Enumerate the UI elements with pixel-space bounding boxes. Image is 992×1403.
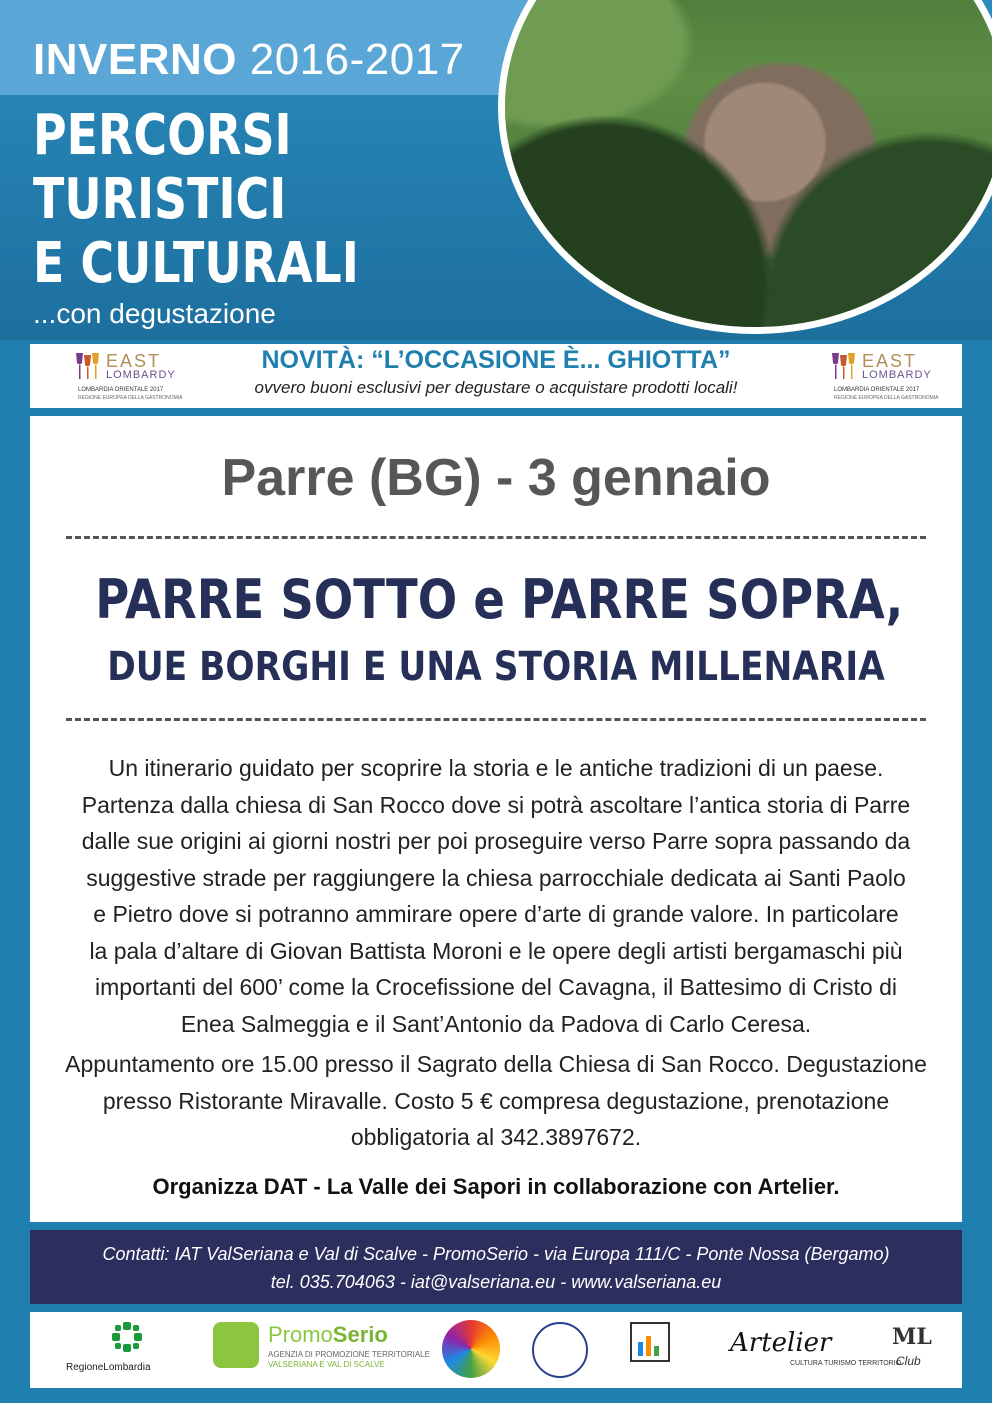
regione-lombardia-icon	[110, 1320, 144, 1354]
event-title-line1: PARRE SOTTO e PARRE SOPRA,	[95, 568, 904, 631]
contact-bar	[30, 1230, 962, 1304]
title-line: PERCORSI	[33, 103, 292, 168]
novelty-subline: ovvero buoni esclusivi per degustare o acquistare prodotti locali!	[254, 378, 738, 397]
distretto-commercio-logo-2	[532, 1322, 588, 1378]
distretto-commercio-logo	[442, 1320, 500, 1378]
organizer: Organizza DAT - La Valle dei Sapori in collaborazione con Artelier.	[152, 1174, 840, 1199]
promoserio-name	[268, 1322, 388, 1348]
east-line1: LOMBARDIA ORIENTALE 2017	[834, 387, 920, 393]
promoserio-sub1: AGENZIA DI PROMOZIONE TERRITORIALE	[268, 1350, 430, 1359]
village-photo	[498, 0, 992, 334]
event-description	[40, 750, 952, 1042]
season-title	[33, 36, 465, 84]
description-line: Un itinerario guidato per scoprire la storia e le antiche tradizioni di un paese.	[108, 755, 884, 781]
east-line2: REGIONE EUROPEA DELLA GASTRONOMIA	[834, 395, 939, 401]
description-line: la pala d’altare di Giovan Battista Moroni e le opere degli artisti bergamaschi più	[89, 937, 903, 964]
description-line: importanti del 600’ come la Crocefissione del Cavagna, il Battesimo di Cristo di	[95, 974, 897, 1000]
contact-line1: Contatti: IAT ValSeriana e Val di Scalve - PromoSerio - via Europa 111/C - Ponte Nossa (Bergamo)	[102, 1244, 890, 1264]
info-line: Appuntamento ore 15.00 presso il Sagrato della Chiesa di San Rocco. Degustazione	[65, 1051, 927, 1077]
idee-logo	[630, 1322, 670, 1362]
promoserio-name-b: Serio	[332, 1322, 388, 1347]
novelty-banner	[30, 344, 962, 408]
main-title	[33, 104, 359, 296]
east-lombardy-logo-right	[822, 349, 942, 403]
contact-line2: tel. 035.704063 - iat@valseriana.eu - www.valseriana.eu	[270, 1272, 722, 1292]
dashed-divider	[66, 536, 926, 539]
artelier-logo: Artelier	[730, 1328, 832, 1358]
artelier-sub: CULTURA TURISMO TERRITORIO	[790, 1360, 902, 1367]
description-line: dalle sue origini ai giorni nostri per poi proseguire verso Parre sopra passando da	[81, 828, 911, 854]
east-line2: REGIONE EUROPEA DELLA GASTRONOMIA	[78, 395, 183, 401]
photo-landscape	[505, 0, 992, 327]
regione-lombardia-label: RegioneLombardia	[66, 1362, 151, 1373]
description-line: Enea Salmeggia e il Sant’Antonio da Padova di Carlo Ceresa.	[180, 1010, 812, 1037]
east-line1: LOMBARDIA ORIENTALE 2017	[78, 387, 164, 393]
description-line: Partenza dalla chiesa di San Rocco dove si potrà ascoltare l’antica storia di Parre	[81, 791, 911, 818]
promoserio-icon	[213, 1322, 259, 1368]
east-brand: EAST	[106, 351, 162, 371]
description-line: e Pietro dove si potranno ammirare opere d’arte di grande valore. In particolare	[93, 901, 899, 927]
place-date: Parre (BG) - 3 gennaio	[221, 449, 771, 507]
novelty-headline: NOVITÀ: “L’OCCASIONE È... GHIOTTA”	[261, 346, 731, 374]
promoserio-sub2: VALSERIANA E VAL DI SCALVE	[268, 1360, 385, 1369]
promoserio-name-a: Promo	[268, 1322, 333, 1347]
subtitle: ...con degustazione	[33, 298, 276, 329]
description-line: suggestive strade per raggiungere la chiesa parrocchiale dedicata ai Santi Paolo	[86, 864, 906, 891]
event-title-line2: DUE BORGHI E UNA STORIA MILLENARIA	[107, 644, 885, 690]
title-line: E CULTURALI	[33, 231, 359, 296]
info-line: obbligatoria al 342.3897672.	[350, 1124, 642, 1150]
sponsor-logos	[30, 1312, 962, 1388]
info-line: presso Ristorante Miravalle. Costo 5 € compresa degustazione, prenotazione	[102, 1087, 890, 1114]
dashed-divider	[66, 718, 926, 721]
wine-glasses-icon	[830, 351, 860, 383]
mclub-logo: ML	[892, 1324, 932, 1350]
east-brand-sub: LOMBARDY	[106, 369, 176, 381]
season-label: INVERNO	[33, 35, 237, 84]
event-card	[30, 416, 962, 1222]
mclub-sub: Club	[896, 1354, 921, 1368]
title-line: TURISTICI	[33, 167, 287, 232]
east-brand-sub: LOMBARDY	[862, 369, 932, 381]
header	[0, 0, 992, 340]
east-brand: EAST	[862, 351, 918, 371]
season-years: 2016-2017	[249, 35, 465, 84]
event-info	[40, 1046, 952, 1156]
